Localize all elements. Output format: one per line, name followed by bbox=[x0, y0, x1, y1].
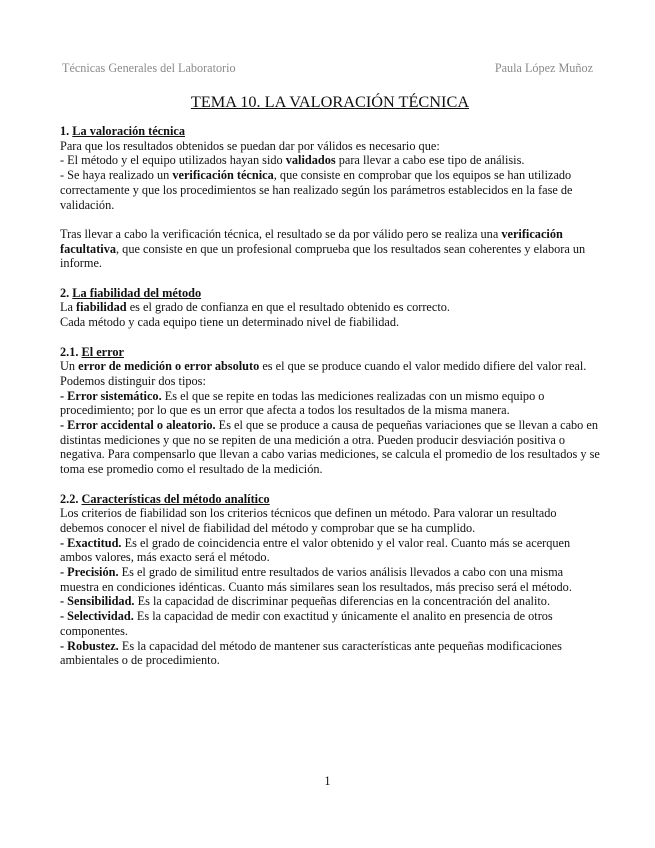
text: Es el que se repite en todas las mediciones realizadas con un mismo equipo o procedimiento; por lo que es un error que afecta a todos los resultados de la misma manera. bbox=[60, 388, 545, 418]
bold-term: verificación facultativa bbox=[60, 226, 563, 256]
paragraph bbox=[60, 153, 600, 168]
text: Es la capacidad de medir con exactitud y únicamente el analito en presencia de otros componentes. bbox=[60, 609, 553, 638]
bold-term: fiabilidad bbox=[76, 300, 127, 315]
paragraph bbox=[60, 639, 600, 668]
bold-term: - Error sistemático. bbox=[60, 388, 162, 403]
bold-term: - Robustez. bbox=[60, 638, 119, 653]
bold-term: - Selectividad. bbox=[60, 609, 134, 624]
text: Es el que se produce a causa de pequeñas variaciones que se llevan a cabo en distintas mediciones y que no se repiten de una medición a otra. Pueden producir desviación positiva o negativa. Para compensarlo que llevan a cabo varias mediciones, se calcula el promedio de los resultados y se toma ese promedio como el resultado de la medición. bbox=[60, 418, 600, 477]
page-number: 1 bbox=[324, 774, 331, 788]
section-title: La fiabilidad del método bbox=[72, 285, 202, 300]
document-body bbox=[60, 92, 600, 668]
text: Es la capacidad de discriminar pequeñas diferencias en la concentración del analito. bbox=[134, 594, 551, 609]
section-title: El error bbox=[81, 344, 124, 359]
paragraph bbox=[60, 359, 600, 388]
text: Tras llevar a cabo la verificación técnica, el resultado se da por válido pero se realiza una bbox=[60, 226, 502, 241]
bold-term: - Exactitud. bbox=[60, 535, 122, 550]
text: para llevar a cabo ese tipo de análisis. bbox=[335, 153, 525, 168]
paragraph: Para que los resultados obtenidos se puedan dar por válidos es necesario que: bbox=[60, 138, 440, 153]
paragraph bbox=[60, 565, 600, 594]
text: es el grado de confianza en que el resultado obtenido es correcto. bbox=[126, 300, 450, 315]
section-2-heading bbox=[60, 286, 600, 301]
section-number: 1. bbox=[60, 124, 73, 138]
paragraph bbox=[60, 536, 600, 565]
document-title: TEMA 10. LA VALORACIÓN TÉCNICA bbox=[190, 92, 470, 111]
page-header bbox=[62, 61, 593, 77]
section-title: Características del método analítico bbox=[81, 491, 270, 506]
text: , que consiste en comprobar que los equipos se han utilizado correctamente y que los procedimientos se han realizado según los parámetros establecidos en la fase de validación. bbox=[60, 168, 573, 212]
bold-term: error de medición o error absoluto bbox=[78, 359, 260, 374]
bold-term: - Sensibilidad. bbox=[60, 594, 135, 609]
paragraph bbox=[60, 609, 600, 638]
paragraph: Los criterios de fiabilidad son los criterios técnicos que definen un método. Para valorar un resultado debemos conocer el nivel de fiabilidad del método y comprobar que se ha cumplido. bbox=[60, 506, 557, 535]
text: Es el grado de similitud entre resultados de varios análisis llevados a cabo con una misma muestra en condiciones idénticas. Cuanto más similares sean los resultados, más preciso será el método. bbox=[60, 565, 572, 594]
header-course-title: Técnicas Generales del Laboratorio bbox=[62, 61, 236, 75]
paragraph bbox=[60, 227, 600, 271]
text: , que consiste en que un profesional comprueba que los resultados sean coherentes y elabora un informe. bbox=[60, 241, 586, 271]
bold-term: - Precisión. bbox=[60, 565, 119, 580]
text: Es el grado de coincidencia entre el valor obtenido y el valor real. Cuanto más se acerquen ambos valores, más exacto será el método. bbox=[60, 535, 571, 565]
paragraph bbox=[60, 594, 600, 609]
bold-term: verificación técnica bbox=[172, 168, 274, 183]
paragraph bbox=[60, 300, 600, 315]
section-number: 2.1. bbox=[60, 344, 82, 359]
section-title: La valoración técnica bbox=[72, 124, 185, 138]
section-1-heading bbox=[60, 124, 600, 139]
paragraph: Cada método y cada equipo tiene un determinado nivel de fiabilidad. bbox=[60, 315, 400, 330]
text: La bbox=[60, 300, 77, 315]
section-number: 2. bbox=[60, 285, 73, 300]
section-2-2-heading bbox=[60, 492, 600, 507]
paragraph bbox=[60, 418, 600, 477]
header-author: Paula López Muñoz bbox=[494, 61, 593, 75]
paragraph bbox=[60, 389, 600, 418]
paragraph bbox=[60, 168, 600, 212]
bold-term: - Error accidental o aleatorio. bbox=[60, 418, 216, 433]
section-2-1-heading bbox=[60, 345, 600, 360]
text: - Se haya realizado un bbox=[60, 168, 173, 183]
text: - El método y el equipo utilizados hayan sido bbox=[60, 153, 286, 168]
text: Es la capacidad del método de mantener sus características ante pequeñas modificaciones ambientales o de procedimiento. bbox=[60, 638, 562, 668]
section-number: 2.2. bbox=[60, 491, 82, 506]
text: Un bbox=[60, 359, 79, 374]
text: es el que se produce cuando el valor medido difiere del valor real. Podemos distinguir dos tipos: bbox=[60, 359, 587, 388]
bold-term: validados bbox=[285, 153, 336, 168]
